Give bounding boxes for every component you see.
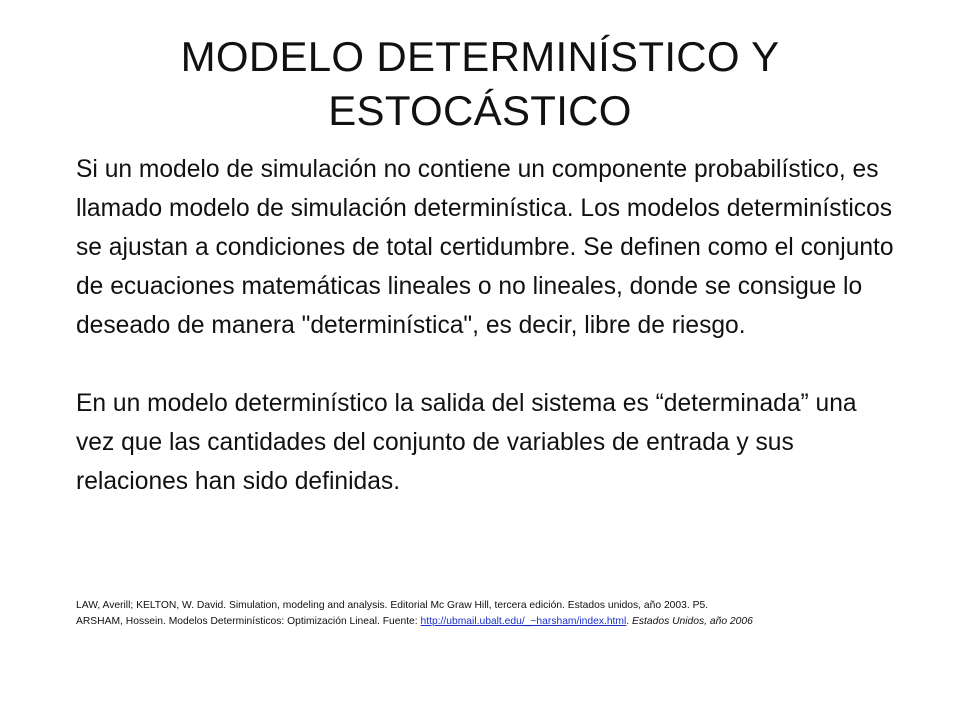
reference-2-location-year: Estados Unidos, año 2006 (632, 616, 753, 627)
slide-title-line2: ESTOCÁSTICO (328, 87, 632, 134)
body-paragraph-2: En un modelo determinístico la salida del sistema es “determinada” una vez que las cantidades del conjunto de variables de entrada y sus relaciones han sido definidas. (76, 390, 857, 495)
reference-1: LAW, Averill; KELTON, W. David. Simulation, modeling and analysis. Editorial Mc Graw Hill, tercera edición. Estados unidos, año 2003. P5. (76, 600, 709, 611)
reference-2-link[interactable]: http://ubmail.ubalt.edu/_~harsham/index.html (420, 616, 627, 627)
slide-title (120, 30, 840, 138)
body-paragraph-1: Si un modelo de simulación no contiene un componente probabilístico, es llamado modelo de simulación determinística. Los modelos determinísticos se ajustan a condiciones de total certidumbre. Se definen como el conjunto de ecuaciones matemáticas lineales o no lineales, donde se consigue lo deseado de manera "determinística", es decir, libre de riesgo. (76, 156, 894, 339)
slide-title-line1: MODELO DETERMINÍSTICO Y (180, 33, 780, 80)
reference-2-prefix: ARSHAM, Hossein. Modelos Determinísticos: Optimización Lineal. Fuente: (76, 616, 421, 627)
references (76, 598, 906, 630)
reference-2 (76, 614, 906, 630)
slide-body (76, 150, 896, 501)
reference-2-separator: . (626, 616, 633, 627)
